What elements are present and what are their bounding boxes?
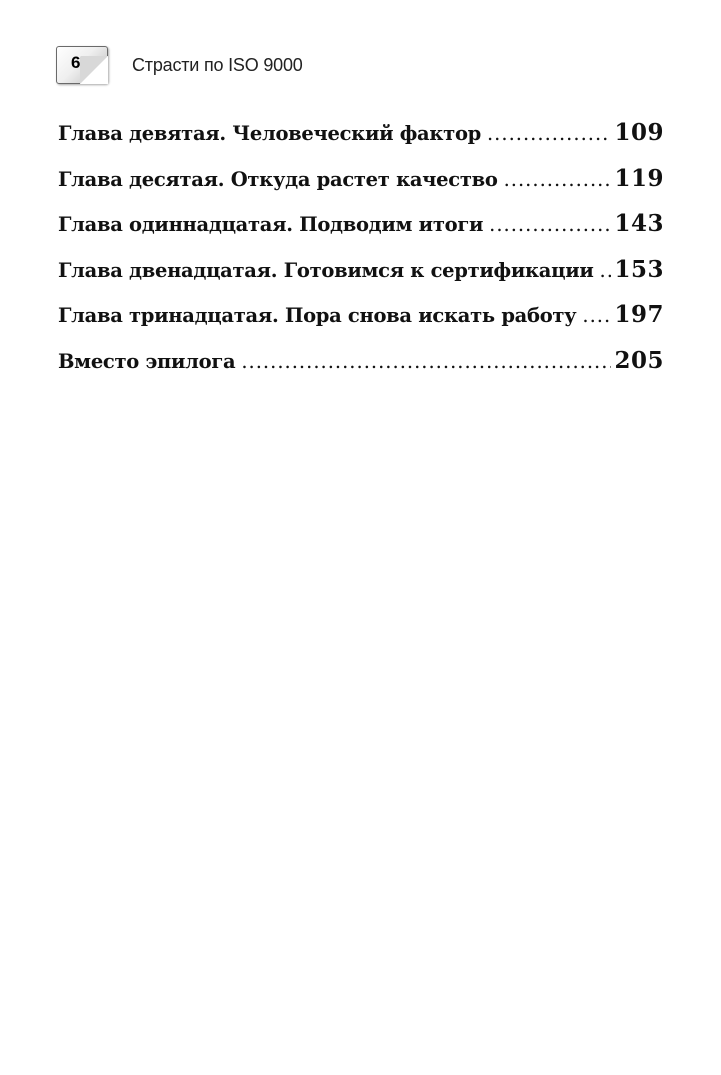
toc-entry-chapter-13 xyxy=(58,292,664,338)
toc-entry-chapter-10 xyxy=(58,156,664,202)
toc-entry-page: 197 xyxy=(614,301,664,328)
book-title: Страсти по ISO 9000 xyxy=(132,54,303,75)
toc-entry-title: Глава девятая. Человеческий фактор xyxy=(58,122,481,145)
running-header xyxy=(56,44,303,86)
toc-entry-chapter-11 xyxy=(58,201,664,247)
toc-entry-page: 143 xyxy=(614,210,664,237)
toc-entry-epilogue xyxy=(58,338,664,384)
toc-entry-page: 119 xyxy=(614,164,664,192)
toc-dot-leader xyxy=(582,293,611,339)
table-of-contents xyxy=(58,110,664,383)
toc-entry-title: Глава тринадцатая. Пора снова искать работу xyxy=(58,304,577,327)
toc-dot-leader xyxy=(489,202,611,248)
toc-dot-leader xyxy=(241,339,611,385)
toc-entry-title: Глава двенадцатая. Готовимся к сертификации xyxy=(58,258,594,282)
toc-entry-title: Глава одиннадцатая. Подводим итоги xyxy=(58,213,484,236)
toc-entry-page: 153 xyxy=(614,255,664,283)
page-curl-icon xyxy=(80,56,108,84)
toc-entry-page: 109 xyxy=(614,119,664,146)
toc-entry-title: Глава десятая. Откуда растет качество xyxy=(58,167,498,191)
toc-entry-title: Вместо эпилога xyxy=(58,349,236,373)
toc-entry-chapter-9 xyxy=(58,110,664,156)
page-number: 6 xyxy=(71,53,81,72)
toc-entry-chapter-12 xyxy=(58,247,664,293)
page-number-tab xyxy=(56,46,108,84)
toc-dot-leader xyxy=(504,157,612,203)
toc-dot-leader xyxy=(487,111,612,157)
toc-entry-page: 205 xyxy=(614,346,664,374)
toc-dot-leader xyxy=(600,248,612,294)
